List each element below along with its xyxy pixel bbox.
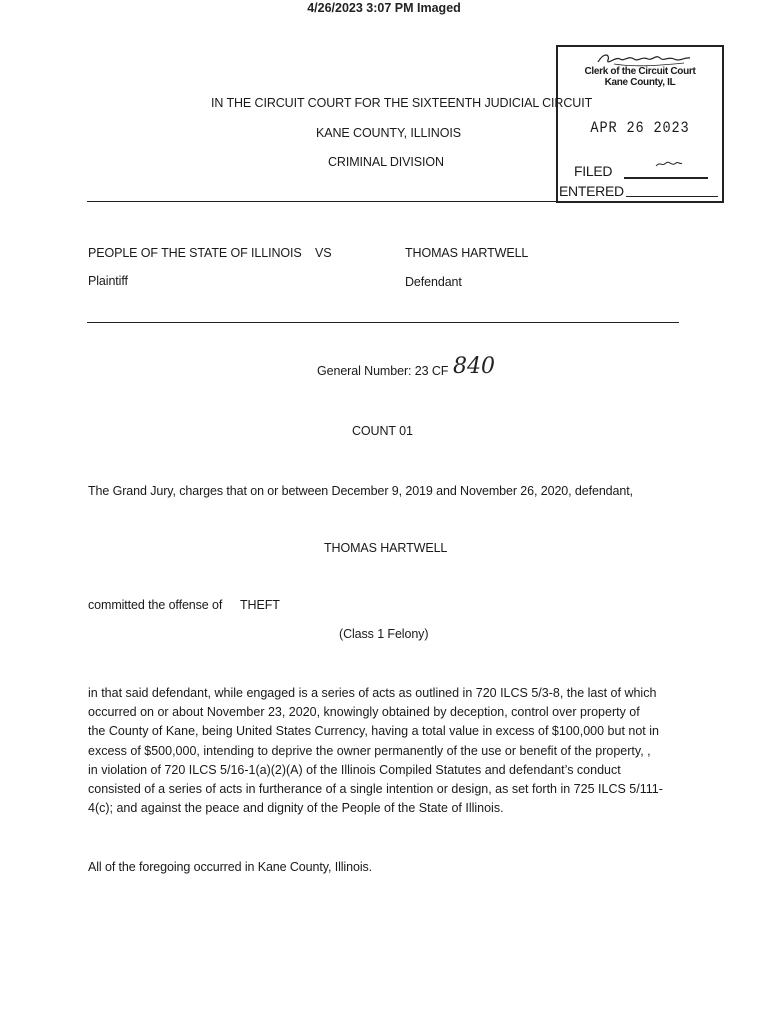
entered-line <box>626 196 718 197</box>
plaintiff-label: Plaintiff <box>88 274 128 288</box>
clerk-title-block <box>558 66 722 88</box>
general-number-handwritten: 840 <box>453 354 495 379</box>
defendant-label: Defendant <box>405 275 462 289</box>
general-number-label: General Number: 23 CF <box>317 364 449 378</box>
count-heading: COUNT 01 <box>352 424 413 438</box>
clerk-filing-stamp <box>556 45 724 203</box>
charge-intro: The Grand Jury, charges that on or between December 9, 2019 and November 26, 2020, defendant, <box>88 484 633 498</box>
offense-name: THEFT <box>240 598 280 612</box>
offense-prefix: committed the offense of <box>88 598 223 612</box>
court-title: IN THE CIRCUIT COURT FOR THE SIXTEENTH JUDICIAL CIRCUIT <box>211 96 593 110</box>
header-divider <box>87 201 557 202</box>
court-county: KANE COUNTY, ILLINOIS <box>316 126 461 140</box>
defendant-centered: THOMAS HARTWELL <box>324 541 448 555</box>
filed-line <box>624 177 708 179</box>
charge-body-line: in that said defendant, while engaged is a series of acts as outlined in 720 ILCS 5/3-8, the last of which <box>88 686 657 700</box>
clerk-title: Clerk of the Circuit Court <box>584 66 696 77</box>
charge-body-line: the County of Kane, being United States Currency, having a total value in excess of $100,000 but not in <box>88 724 659 739</box>
stamp-entered-label: ENTERED <box>559 183 624 199</box>
plaintiff-name: PEOPLE OF THE STATE OF ILLINOIS <box>88 246 302 260</box>
charge-body-line: in violation of 720 ILCS 5/16-1(a)(2)(A) of the Illinois Compiled Statutes and defendant’s conduct <box>88 762 621 777</box>
imaged-timestamp: 4/26/2023 3:07 PM Imaged <box>307 1 461 15</box>
defendant-name: THOMAS HARTWELL <box>405 246 529 260</box>
clerk-initials <box>654 157 684 171</box>
stamp-date: APR 26 2023 <box>590 119 690 137</box>
versus-label: VS <box>315 246 332 260</box>
charge-body-paragraph <box>88 684 698 818</box>
charge-body-line: 4(c); and against the peace and dignity of the People of the State of Illinois. <box>88 801 504 816</box>
charge-body-line: consisted of a series of acts in furtherance of a single intention or design, as set forth in 725 ILCS 5/111- <box>88 782 663 797</box>
parties-divider <box>87 322 679 323</box>
charge-body-line: occurred on or about November 23, 2020, knowingly obtained by deception, control over property of <box>88 705 640 720</box>
court-division: CRIMINAL DIVISION <box>328 155 444 169</box>
stamp-filed-label: FILED <box>574 163 613 179</box>
offense-class: (Class 1 Felony) <box>339 627 429 641</box>
clerk-county: Kane County, IL <box>604 77 676 88</box>
charge-body-line: excess of $500,000, intending to deprive the owner permanently of the use or benefit of the property, , <box>88 743 651 758</box>
closing-statement: All of the foregoing occurred in Kane County, Illinois. <box>88 860 373 874</box>
